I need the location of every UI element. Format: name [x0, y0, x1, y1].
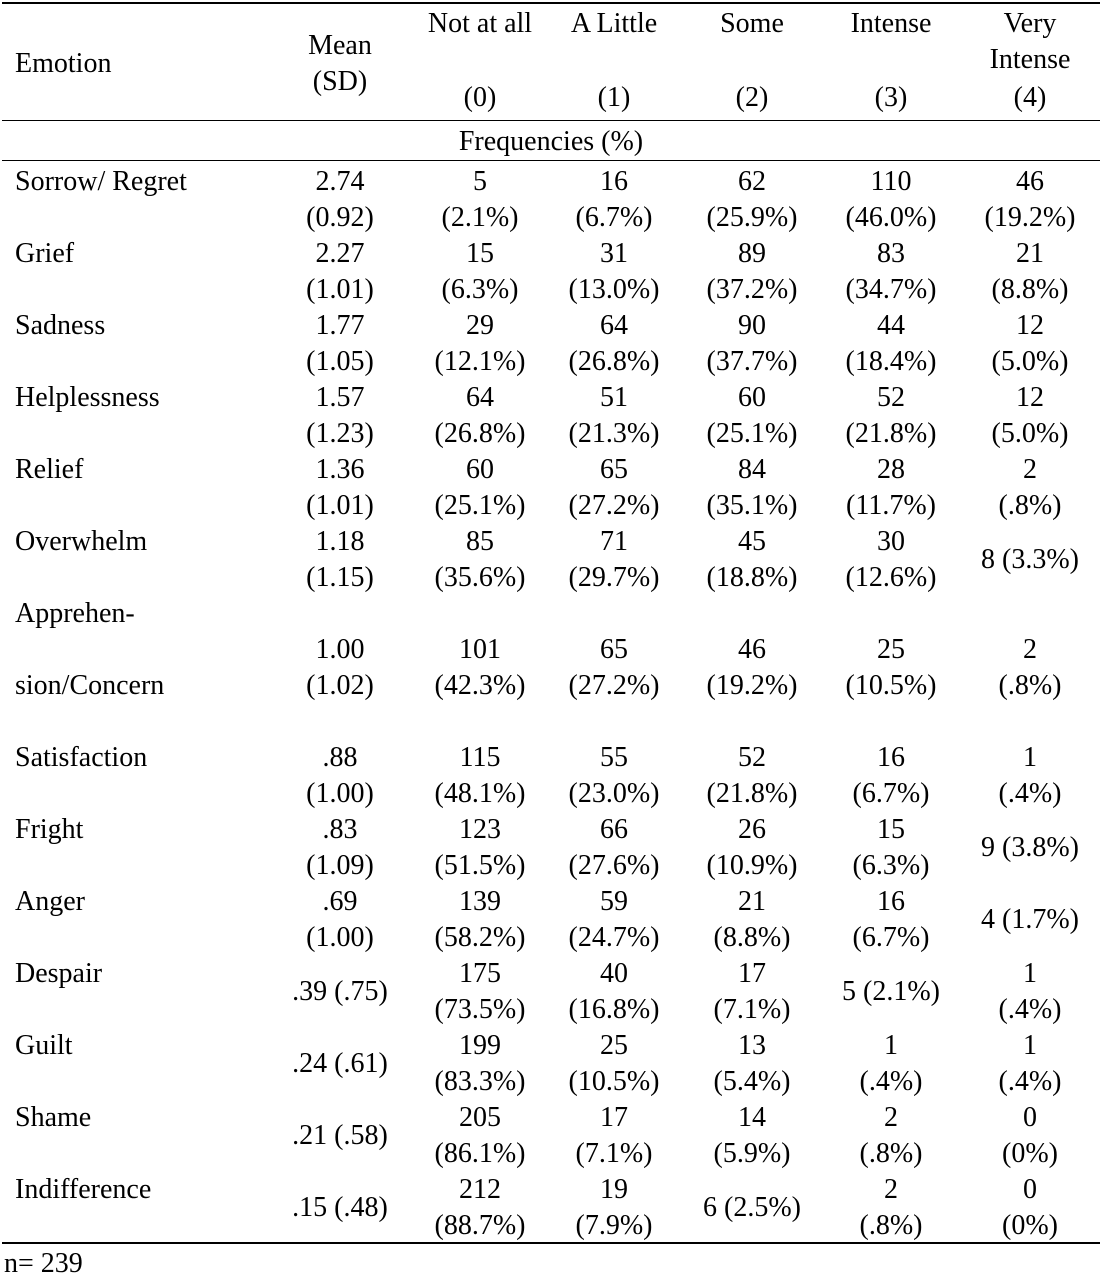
freq-count: 31	[600, 238, 628, 269]
freq-percent: (27.2%)	[568, 670, 660, 701]
freq-percent: (5.4%)	[713, 1066, 791, 1097]
freq-count: 1	[1023, 742, 1037, 773]
sd-value: (1.01)	[306, 490, 374, 521]
freq-percent: (35.6%)	[434, 562, 526, 593]
mean-value: 1.00	[315, 634, 365, 665]
header-rule	[2, 120, 1100, 121]
freq-percent: (8.8%)	[991, 274, 1069, 305]
sd-value: (1.15)	[306, 562, 374, 593]
freq-count: 0	[1023, 1174, 1037, 1205]
freq-cell: 9 (3.8%)	[981, 832, 1079, 863]
freq-count: 85	[466, 526, 494, 557]
sd-value: (1.00)	[306, 922, 374, 953]
freq-count: 44	[877, 310, 905, 341]
sd-value: (1.01)	[306, 274, 374, 305]
footnote: n= 239	[4, 1248, 83, 1279]
freq-count: 2	[1023, 454, 1037, 485]
freq-count: 64	[600, 310, 628, 341]
freq-percent: (6.7%)	[575, 202, 653, 233]
freq-percent: (.4%)	[998, 778, 1062, 809]
freq-count: 21	[1016, 238, 1044, 269]
freq-count: 46	[738, 634, 766, 665]
freq-count: 84	[738, 454, 766, 485]
header-col-1-code: (1)	[597, 82, 631, 113]
freq-count: 123	[459, 814, 501, 845]
freq-percent: (.4%)	[998, 994, 1062, 1025]
freq-percent: (5.9%)	[713, 1138, 791, 1169]
freq-percent: (73.5%)	[434, 994, 526, 1025]
emotion-label: Anger	[15, 886, 85, 917]
header-col-2-code: (2)	[735, 82, 769, 113]
freq-count: 62	[738, 166, 766, 197]
freq-count: 115	[459, 742, 501, 773]
freq-percent: (88.7%)	[434, 1210, 526, 1241]
freq-percent: (7.1%)	[575, 1138, 653, 1169]
freq-count: 1	[1023, 958, 1037, 989]
freq-percent: (10.5%)	[568, 1066, 660, 1097]
emotion-label: Grief	[15, 238, 75, 269]
freq-percent: (7.9%)	[575, 1210, 653, 1241]
emotion-label: Fright	[15, 814, 84, 845]
freq-count: 64	[466, 382, 494, 413]
mean-value: 2.27	[315, 238, 365, 269]
freq-percent: (12.1%)	[434, 346, 526, 377]
header-col-2-label: Some	[720, 8, 784, 39]
sd-value: (1.02)	[306, 670, 374, 701]
freq-count: 0	[1023, 1102, 1037, 1133]
freq-count: 59	[600, 886, 628, 917]
emotion-label: Relief	[15, 454, 84, 485]
emotion-label: Sadness	[15, 310, 106, 341]
freq-percent: (6.3%)	[441, 274, 519, 305]
freq-percent: (26.8%)	[568, 346, 660, 377]
freq-count: 52	[738, 742, 766, 773]
freq-count: 66	[600, 814, 628, 845]
freq-count: 25	[877, 634, 905, 665]
freq-percent: (58.2%)	[434, 922, 526, 953]
freq-count: 12	[1016, 382, 1044, 413]
freq-count: 17	[600, 1102, 628, 1133]
freq-percent: (19.2%)	[706, 670, 798, 701]
freq-count: 1	[1023, 1030, 1037, 1061]
header-col-3-code: (3)	[874, 82, 908, 113]
freq-percent: (25.9%)	[706, 202, 798, 233]
freq-count: 83	[877, 238, 905, 269]
sd-value: (1.05)	[306, 346, 374, 377]
freq-count: 55	[600, 742, 628, 773]
freq-cell: 8 (3.3%)	[981, 544, 1079, 575]
freq-percent: (0%)	[1002, 1138, 1058, 1169]
freq-percent: (18.4%)	[845, 346, 937, 377]
freq-count: 2	[884, 1174, 898, 1205]
freq-percent: (37.7%)	[706, 346, 798, 377]
freq-percent: (13.0%)	[568, 274, 660, 305]
freq-percent: (.8%)	[859, 1138, 923, 1169]
emotion-label: sion/Concern	[15, 670, 165, 701]
freq-percent: (5.0%)	[991, 418, 1069, 449]
section-rule	[2, 160, 1100, 161]
emotion-label: Shame	[15, 1102, 92, 1133]
freq-count: 28	[877, 454, 905, 485]
freq-percent: (6.7%)	[852, 922, 930, 953]
freq-count: 5	[473, 166, 487, 197]
mean-sd-value: .24 (.61)	[292, 1048, 388, 1079]
freq-percent: (27.2%)	[568, 490, 660, 521]
freq-percent: (.8%)	[998, 670, 1062, 701]
freq-count: 101	[459, 634, 501, 665]
mean-value: .69	[322, 886, 358, 917]
freq-count: 15	[877, 814, 905, 845]
freq-count: 1	[884, 1030, 898, 1061]
mean-value: 1.57	[315, 382, 365, 413]
mean-sd-value: .15 (.48)	[292, 1192, 388, 1223]
sd-value: (1.09)	[306, 850, 374, 881]
freq-percent: (34.7%)	[845, 274, 937, 305]
emotion-label: Guilt	[15, 1030, 73, 1061]
freq-count: 17	[738, 958, 766, 989]
freq-count: 14	[738, 1102, 766, 1133]
table-top-rule	[2, 2, 1100, 4]
freq-percent: (46.0%)	[845, 202, 937, 233]
freq-percent: (0%)	[1002, 1210, 1058, 1241]
mean-value: 1.36	[315, 454, 365, 485]
freq-percent: (86.1%)	[434, 1138, 526, 1169]
mean-value: 1.77	[315, 310, 365, 341]
mean-value: 2.74	[315, 166, 365, 197]
freq-count: 89	[738, 238, 766, 269]
freq-count: 139	[459, 886, 501, 917]
header-col-4-label-1: Very	[1003, 8, 1057, 39]
freq-count: 21	[738, 886, 766, 917]
emotion-label: Indifference	[15, 1174, 152, 1205]
freq-percent: (2.1%)	[441, 202, 519, 233]
mean-value: .88	[322, 742, 358, 773]
freq-percent: (10.9%)	[706, 850, 798, 881]
freq-percent: (11.7%)	[846, 490, 936, 521]
freq-count: 52	[877, 382, 905, 413]
freq-percent: (25.1%)	[434, 490, 526, 521]
freq-percent: (51.5%)	[434, 850, 526, 881]
freq-percent: (35.1%)	[706, 490, 798, 521]
sd-value: (0.92)	[306, 202, 374, 233]
freq-count: 13	[738, 1030, 766, 1061]
freq-percent: (25.1%)	[706, 418, 798, 449]
freq-count: 16	[877, 742, 905, 773]
freq-count: 30	[877, 526, 905, 557]
freq-percent: (.8%)	[998, 490, 1062, 521]
freq-count: 15	[466, 238, 494, 269]
freq-percent: (21.8%)	[706, 778, 798, 809]
header-col-4-code: (4)	[1013, 82, 1047, 113]
header-col-1-label: A Little	[570, 8, 658, 39]
freq-count: 65	[600, 634, 628, 665]
freq-cell: 5 (2.1%)	[842, 976, 940, 1007]
freq-count: 60	[738, 382, 766, 413]
freq-count: 29	[466, 310, 494, 341]
freq-percent: (16.8%)	[568, 994, 660, 1025]
freq-count: 65	[600, 454, 628, 485]
freq-count: 90	[738, 310, 766, 341]
freq-cell: 6 (2.5%)	[703, 1192, 801, 1223]
freq-count: 16	[600, 166, 628, 197]
emotion-label: Despair	[15, 958, 103, 989]
freq-count: 16	[877, 886, 905, 917]
mean-sd-value: .39 (.75)	[292, 976, 388, 1007]
header-col-4-label-2: Intense	[989, 44, 1071, 75]
freq-count: 26	[738, 814, 766, 845]
freq-percent: (23.0%)	[568, 778, 660, 809]
emotion-label: Overwhelm	[15, 526, 148, 557]
freq-percent: (10.5%)	[845, 670, 937, 701]
freq-percent: (21.3%)	[568, 418, 660, 449]
mean-value: .83	[322, 814, 358, 845]
freq-percent: (6.7%)	[852, 778, 930, 809]
freq-percent: (24.7%)	[568, 922, 660, 953]
freq-count: 212	[459, 1174, 501, 1205]
freq-percent: (7.1%)	[713, 994, 791, 1025]
emotion-label: Apprehen-	[15, 598, 135, 629]
freq-percent: (18.8%)	[706, 562, 798, 593]
freq-percent: (.4%)	[859, 1066, 923, 1097]
freq-count: 40	[600, 958, 628, 989]
emotion-label: Sorrow/ Regret	[15, 166, 187, 197]
table-bottom-rule	[2, 1242, 1100, 1244]
freq-percent: (6.3%)	[852, 850, 930, 881]
freq-percent: (29.7%)	[568, 562, 660, 593]
header-col-3-label: Intense	[850, 8, 932, 39]
freq-count: 51	[600, 382, 628, 413]
freq-cell: 4 (1.7%)	[981, 904, 1079, 935]
freq-count: 199	[459, 1030, 501, 1061]
freq-count: 19	[600, 1174, 628, 1205]
freq-count: 2	[884, 1102, 898, 1133]
freq-percent: (21.8%)	[845, 418, 937, 449]
freq-percent: (27.6%)	[568, 850, 660, 881]
freq-count: 205	[459, 1102, 501, 1133]
freq-count: 2	[1023, 634, 1037, 665]
header-emotion: Emotion	[15, 48, 112, 79]
freq-percent: (26.8%)	[434, 418, 526, 449]
freq-percent: (37.2%)	[706, 274, 798, 305]
freq-count: 12	[1016, 310, 1044, 341]
freq-count: 110	[870, 166, 912, 197]
header-sd: (SD)	[312, 66, 368, 97]
sd-value: (1.00)	[306, 778, 374, 809]
mean-sd-value: .21 (.58)	[292, 1120, 388, 1151]
mean-value: 1.18	[315, 526, 365, 557]
freq-count: 45	[738, 526, 766, 557]
freq-percent: (19.2%)	[984, 202, 1076, 233]
freq-percent: (12.6%)	[845, 562, 937, 593]
freq-percent: (42.3%)	[434, 670, 526, 701]
freq-percent: (83.3%)	[434, 1066, 526, 1097]
freq-percent: (8.8%)	[713, 922, 791, 953]
emotion-label: Helplessness	[15, 382, 160, 413]
header-mean: Mean	[308, 30, 372, 61]
freq-count: 46	[1016, 166, 1044, 197]
freq-percent: (5.0%)	[991, 346, 1069, 377]
emotion-label: Satisfaction	[15, 742, 148, 773]
freq-count: 175	[459, 958, 501, 989]
freq-count: 71	[600, 526, 628, 557]
header-col-0-code: (0)	[463, 82, 497, 113]
freq-percent: (.8%)	[859, 1210, 923, 1241]
freq-percent: (48.1%)	[434, 778, 526, 809]
freq-count: 60	[466, 454, 494, 485]
freq-percent: (.4%)	[998, 1066, 1062, 1097]
section-label: Frequencies (%)	[458, 126, 644, 157]
sd-value: (1.23)	[306, 418, 374, 449]
freq-count: 25	[600, 1030, 628, 1061]
header-col-0-label: Not at all	[427, 8, 533, 39]
